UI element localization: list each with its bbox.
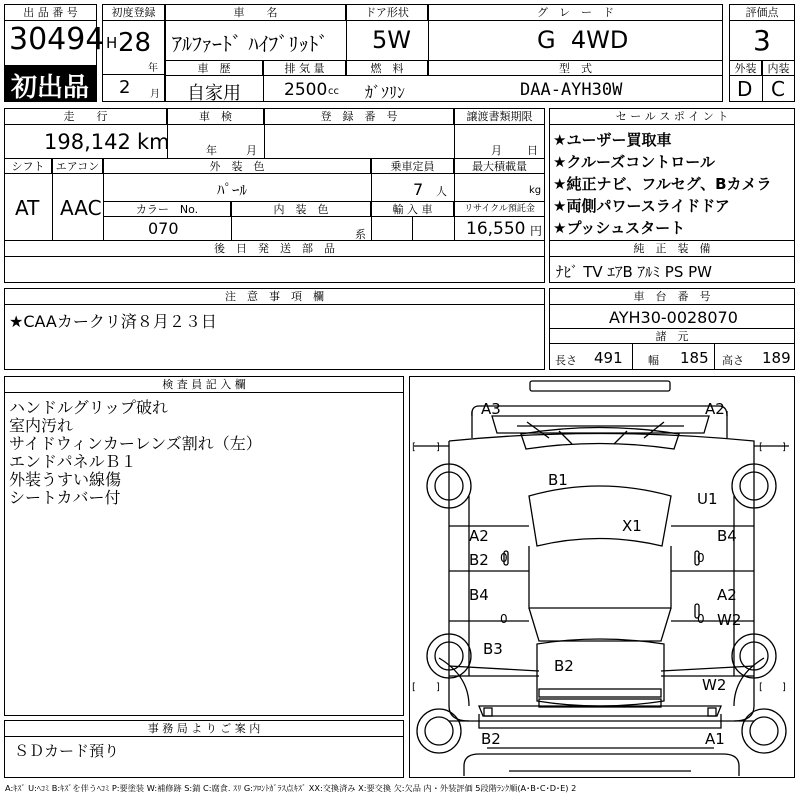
month-unit: 月 bbox=[150, 89, 160, 100]
capacity-unit: 人 bbox=[436, 185, 447, 198]
selling-point-item: ★純正ナビ、フルセグ、Bカメラ bbox=[553, 175, 772, 193]
reg-month: 2 bbox=[119, 77, 131, 98]
mark-x1: X1 bbox=[622, 517, 642, 535]
era: H bbox=[106, 34, 118, 52]
inspector-label: 検 査 員 記 入 欄 bbox=[4, 376, 404, 393]
int-color-label: 内 装 色 bbox=[231, 201, 371, 217]
transfer-day-unit: 日 bbox=[527, 144, 538, 157]
lot-number-label: 出 品 番 号 bbox=[4, 4, 97, 21]
mark-b3: B3 bbox=[483, 640, 503, 658]
svg-text:]: ] bbox=[782, 682, 786, 693]
load-label: 最大積載量 bbox=[454, 158, 545, 174]
mark-b1: B1 bbox=[548, 471, 568, 489]
year-unit: 年 bbox=[148, 63, 158, 74]
mark-b4-right: B4 bbox=[717, 527, 737, 545]
inspection-year-unit: 年 bbox=[206, 144, 217, 157]
recycle-label: リサイクル預託金 bbox=[454, 201, 545, 217]
specs-label: 諸 元 bbox=[549, 328, 795, 344]
history-label: 車 歴 bbox=[165, 60, 263, 76]
model-label: 型 式 bbox=[428, 60, 723, 76]
grade: G 4WD bbox=[537, 26, 629, 54]
shift: AT bbox=[15, 196, 40, 220]
model: DAA-AYH30W bbox=[520, 80, 623, 100]
exterior-label: 外装 bbox=[729, 60, 762, 76]
length-label: 長さ bbox=[555, 354, 577, 367]
chassis-number: AYH30-0028070 bbox=[609, 308, 738, 327]
mark-w2-right: W2 bbox=[717, 611, 742, 629]
office-message: ＳＤカード預り bbox=[14, 742, 120, 760]
equipment-label: 純 正 装 備 bbox=[549, 240, 795, 257]
selling-point-item: ★両側パワースライドドア bbox=[553, 197, 730, 215]
width-value: 185 bbox=[680, 349, 709, 367]
transfer-label: 譲渡書類期限 bbox=[454, 108, 545, 125]
selling-point-item: ★ユーザー買取車 bbox=[553, 131, 672, 149]
length-value: 491 bbox=[594, 349, 623, 367]
displacement-label: 排 気 量 bbox=[263, 60, 346, 76]
mark-w2-rear: W2 bbox=[702, 676, 727, 694]
mark-b2-left: B2 bbox=[469, 551, 489, 569]
capacity: 7 bbox=[413, 180, 424, 199]
shift-label: シフト bbox=[4, 158, 52, 174]
svg-text:]: ] bbox=[436, 682, 440, 693]
mark-zero: 0 bbox=[500, 551, 508, 565]
transfer-month-unit: 月 bbox=[491, 144, 502, 157]
height-value: 189 bbox=[762, 349, 791, 367]
svg-text:]: ] bbox=[436, 442, 440, 453]
capacity-label: 乗車定員 bbox=[371, 158, 454, 174]
inspector-line: サイドウィンカーレンズ割れ（左） bbox=[9, 434, 262, 453]
exterior-grade: D bbox=[737, 77, 753, 101]
ac-label: エアコン bbox=[52, 158, 103, 174]
recycle-unit: 円 bbox=[530, 224, 543, 238]
inspector-line: エンドパネルＢ１ bbox=[9, 452, 137, 471]
later-parts-label: 後 日 発 送 部 品 bbox=[4, 240, 545, 257]
mark-b4-left: B4 bbox=[469, 586, 489, 604]
mark-a3: A3 bbox=[481, 400, 501, 418]
ext-color-label: 外 装 色 bbox=[103, 158, 371, 174]
interior-label: 内装 bbox=[762, 60, 795, 76]
grade-label: グ レ ー ド bbox=[428, 4, 723, 21]
svg-text:[: [ bbox=[759, 442, 763, 453]
svg-text:[: [ bbox=[759, 682, 763, 693]
selling-point-item: ★クルーズコントロール bbox=[553, 153, 715, 171]
mark-a1: A1 bbox=[705, 730, 725, 748]
equipment-value: ﾅﾋﾞ TV ｴｱB ｱﾙﾐ PS PW bbox=[556, 263, 712, 281]
load-unit: kg bbox=[529, 185, 542, 196]
mark-a2-right: A2 bbox=[717, 586, 737, 604]
mark-u1: U1 bbox=[697, 490, 718, 508]
reg-number-label: 登 録 番 号 bbox=[264, 108, 454, 125]
int-color-unit: 系 bbox=[355, 228, 366, 241]
inspection-label: 車 検 bbox=[167, 108, 264, 125]
reg-year: 28 bbox=[118, 28, 152, 58]
legend: A:ｷｽﾞ U:ﾍｺﾐ B:ｷｽﾞを伴うﾍｺﾐ P:要塗装 W:補修跡 S:錆 C:腐食. ｽﾘ G:ﾌﾛﾝﾄｶﾞﾗｽ点ｷｽﾞ XX:交換済み X:要交換 欠:欠品 内・外装評価 5段階ﾗﾝｸ順(A･B･C･D･E) 2 bbox=[5, 783, 577, 793]
notes-label: 注 意 事 項 欄 bbox=[4, 288, 545, 305]
car-diagram bbox=[409, 376, 795, 778]
ext-color: ﾊﾟｰﾙ bbox=[217, 181, 248, 199]
fuel: ｶﾞｿﾘﾝ bbox=[365, 83, 406, 102]
notes-text: ★CAAカークリ済８月２３日 bbox=[9, 312, 217, 331]
interior-grade: C bbox=[771, 77, 785, 101]
car-name-label: 車 名 bbox=[165, 4, 346, 21]
mileage-unit: km bbox=[137, 130, 170, 154]
recycle-amount: 16,550 bbox=[466, 219, 526, 239]
mark-zero: 0 bbox=[697, 551, 705, 565]
ac: AAC bbox=[60, 196, 102, 220]
mark-zero: 0 bbox=[500, 612, 508, 626]
lot-number: 30494 bbox=[9, 22, 105, 57]
mileage: 198,142 bbox=[44, 130, 131, 154]
displacement: 2500 bbox=[284, 80, 328, 100]
mileage-label: 走 行 bbox=[4, 108, 167, 125]
mark-b2-bottom: B2 bbox=[481, 730, 501, 748]
door-label: ドア形状 bbox=[346, 4, 428, 21]
history: 自家用 bbox=[187, 83, 241, 104]
office-label: 事 務 局 よ り ご 案 内 bbox=[4, 720, 404, 737]
selling-points-label: セ ー ル ス ポ イ ン ト bbox=[549, 108, 795, 125]
first-listing-text: 初出品 bbox=[11, 73, 90, 103]
selling-point-item: ★プッシュスタート bbox=[553, 219, 686, 237]
door-type: 5W bbox=[372, 26, 411, 54]
chassis-label: 車 台 番 号 bbox=[549, 288, 795, 305]
first-reg-label: 初度登録 bbox=[102, 4, 165, 21]
inspector-line: 室内汚れ bbox=[9, 416, 74, 435]
mark-a2-top: A2 bbox=[705, 400, 725, 418]
color-no: 070 bbox=[148, 219, 179, 238]
color-no-label: カラー No. bbox=[103, 201, 231, 217]
height-label: 高さ bbox=[722, 354, 744, 367]
car-name: ｱﾙﾌｧｰﾄﾞ ﾊｲﾌﾞﾘｯﾄﾞ bbox=[172, 32, 329, 56]
mark-zero: 0 bbox=[697, 612, 705, 626]
displacement-unit: cc bbox=[328, 86, 339, 97]
svg-text:[: [ bbox=[412, 442, 416, 453]
inspector-line: 外装うすい線傷 bbox=[9, 470, 122, 489]
svg-text:[: [ bbox=[412, 682, 416, 693]
score: 3 bbox=[753, 24, 771, 57]
mark-b2-rear: B2 bbox=[554, 657, 574, 675]
svg-text:]: ] bbox=[782, 442, 786, 453]
inspector-line: シートカバー付 bbox=[9, 488, 121, 507]
inspection-month-unit: 月 bbox=[246, 144, 257, 157]
score-label: 評価点 bbox=[729, 4, 795, 21]
import-label: 輸 入 車 bbox=[371, 201, 454, 217]
inspector-line: ハンドルグリップ破れ bbox=[9, 398, 169, 417]
mark-a2-left: A2 bbox=[469, 527, 489, 545]
fuel-label: 燃 料 bbox=[346, 60, 428, 76]
width-label: 幅 bbox=[648, 354, 659, 367]
